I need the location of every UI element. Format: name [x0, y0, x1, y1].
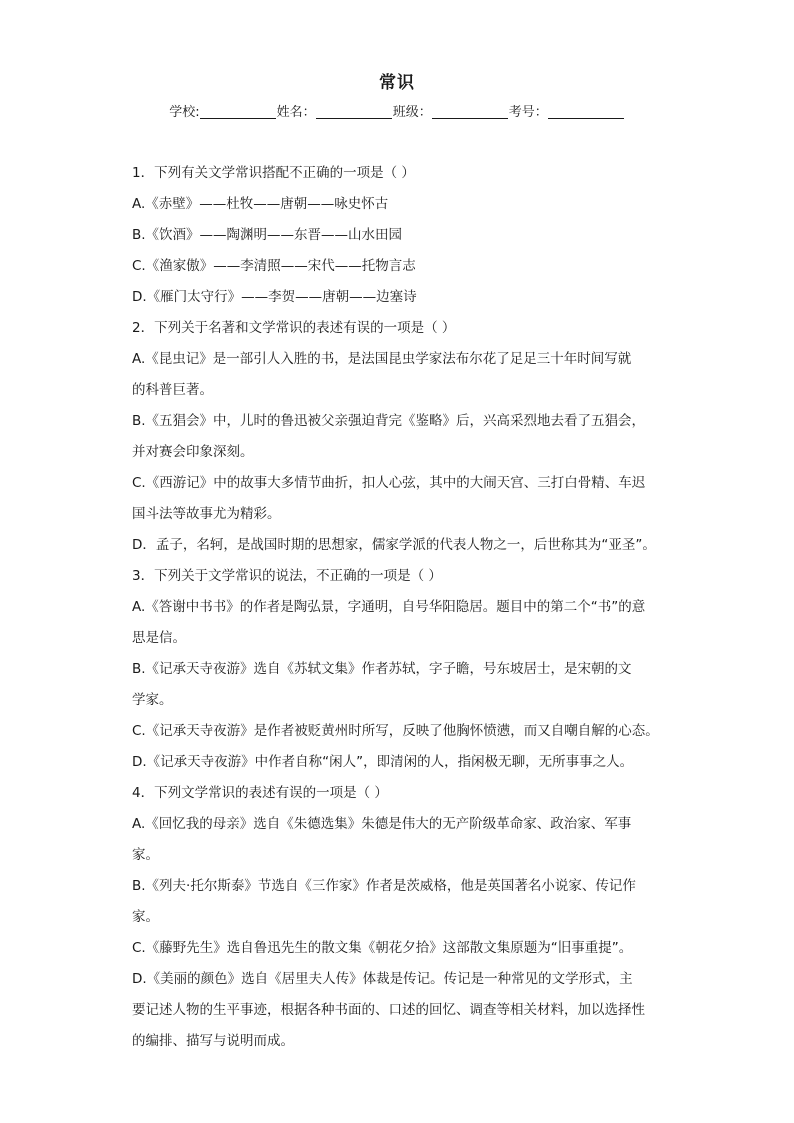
question-2-option-a: A.《昆虫记》是一部引人入胜的书，是法国昆虫学家法布尔花了足足三十年时间写就 [132, 351, 632, 367]
question-2-stem: 2．下列关于名著和文学常识的表述有误的一项是（ ） [132, 320, 456, 336]
questions-content [132, 158, 672, 1057]
question-3-option-a: A.《答谢中书书》的作者是陶弘景，字通明，自号华阳隐居。题目中的第二个“书”的意 [132, 599, 646, 615]
exam-number-field [509, 101, 625, 120]
question-4-stem: 4．下列文学常识的表述有误的一项是（ ） [132, 785, 388, 801]
question-4-option-b: B.《列夫·托尔斯泰》节选自《三作家》作者是茨威格，他是英国著名小说家、传记作 [132, 878, 636, 894]
school-label: 学校: [169, 105, 200, 120]
page-title: 常识 [379, 73, 415, 93]
question-1-stem: 1．下列有关文学常识搭配不正确的一项是（ ） [132, 165, 415, 181]
question-1 [132, 158, 672, 313]
class-blank[interactable] [432, 105, 508, 119]
question-2 [132, 313, 672, 561]
question-4-option-d-cont-1: 要记述人物的生平事迹，根据各种书面的、口述的回忆、调查等相关材料，加以选择性 [132, 1002, 645, 1018]
question-3-option-a-cont: 思是信。 [132, 630, 186, 646]
question-4 [132, 778, 672, 1057]
question-1-option-d: D.《雁门太守行》——李贺——唐朝——边塞诗 [132, 289, 417, 305]
question-4-option-d: D.《美丽的颜色》选自《居里夫人传》体裁是传记。传记是一种常见的文学形式，主 [132, 971, 633, 987]
question-2-option-c-cont: 国斗法等故事尤为精彩。 [132, 506, 281, 522]
question-1-option-a: A.《赤壁》——杜牧——唐朝——咏史怀古 [132, 196, 389, 212]
question-2-option-b: B.《五猖会》中，儿时的鲁迅被父亲强迫背完《鉴略》后，兴高采烈地去看了五猖会， [132, 413, 646, 429]
class-field [393, 101, 509, 120]
question-3-option-b: B.《记承天寺夜游》选自《苏轼文集》作者苏轼，字子瞻，号东坡居士，是宋朝的文 [132, 661, 632, 677]
school-field [169, 101, 276, 120]
name-blank[interactable] [316, 105, 392, 119]
question-4-option-c: C.《藤野先生》选自鲁迅先生的散文集《朝花夕拾》这部散文集原题为“旧事重提”。 [132, 940, 633, 956]
question-2-option-c: C.《西游记》中的故事大多情节曲折，扣人心弦，其中的大闹天宫、三打白骨精、车迟 [132, 475, 646, 491]
question-4-option-d-cont-2: 的编排、描写与说明而成。 [132, 1033, 294, 1049]
question-1-option-c: C.《渔家傲》——李清照——宋代——托物言志 [132, 258, 416, 274]
question-3-option-d: D.《记承天寺夜游》中作者自称“闲人”，即清闲的人，指闲极无聊，无所事事之人。 [132, 754, 634, 770]
name-field [277, 101, 393, 120]
question-2-option-a-cont: 的科普巨著。 [132, 382, 213, 398]
question-3-stem: 3．下列关于文学常识的说法，不正确的一项是（ ） [132, 568, 442, 584]
question-2-option-d: D．孟子，名轲，是战国时期的思想家，儒家学派的代表人物之一，后世称其为“亚圣”。 [132, 537, 656, 553]
name-label: 姓名： [276, 105, 316, 120]
question-4-option-a-cont: 家。 [132, 847, 159, 863]
exam-number-blank[interactable] [548, 105, 624, 119]
school-blank[interactable] [200, 105, 276, 119]
question-3 [132, 561, 672, 778]
question-4-option-b-cont: 家。 [132, 909, 159, 925]
question-1-option-b: B.《饮酒》——陶渊明——东晋——山水田园 [132, 227, 403, 243]
question-2-option-b-cont: 并对赛会印象深刻。 [132, 444, 254, 460]
class-label: 班级： [392, 105, 432, 120]
student-info-line [0, 101, 794, 120]
question-3-option-c: C.《记承天寺夜游》是作者被贬黄州时所写，反映了他胸怀愤懑，而又自嘲自解的心态。 [132, 723, 659, 739]
question-4-option-a: A.《回忆我的母亲》选自《朱德选集》朱德是伟大的无产阶级革命家、政治家、军事 [132, 816, 632, 832]
exam-number-label: 考号： [508, 105, 548, 120]
question-3-option-b-cont: 学家。 [132, 692, 173, 708]
